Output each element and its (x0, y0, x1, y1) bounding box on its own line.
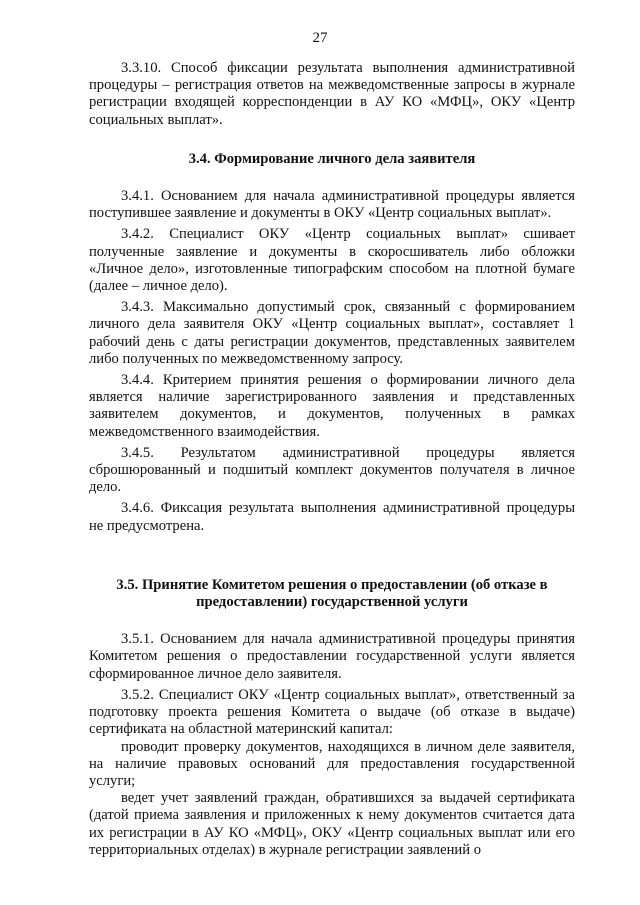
paragraph-3-5-2: 3.5.2. Специалист ОКУ «Центр социальных выплат», ответственный за подготовку проекта решения Комитета о выдаче (об отказе в выдаче) сертификата на областной материнский капитал: (89, 686, 575, 738)
section-heading-3-4: 3.4. Формирование личного дела заявителя (188, 150, 476, 167)
section-heading-3-5-line1: 3.5. Принятие Комитетом решения о предоставлении (об отказе в (116, 576, 548, 593)
paragraph-3-4-6: 3.4.6. Фиксация результата выполнения административной процедуры не предусмотрена. (89, 500, 575, 534)
paragraph-3-4-2: 3.4.2. Специалист ОКУ «Центр социальных выплат» сшивает полученные заявление и документы в скоросшиватель либо обложки «Личное дело», изготовленные типографским способом на плотной бумаге (далее – личное дело). (89, 226, 575, 295)
paragraph-3-5-2-item-register: ведет учет заявлений граждан, обратившихся за выдачей сертификата (датой приема заявления и приложенных к нему документов считается дата их регистрации в АУ КО «МФЦ», ОКУ «Центр социальных выплат или его территориальных отделах) в журнале регистрации заявлений о (89, 790, 575, 858)
section-heading-3-5-line2: предоставлении) государственной услуги (196, 594, 468, 611)
paragraph-3-4-3: 3.4.3. Максимально допустимый срок, связанный с формированием личного дела заявителя ОКУ «Центр социальных выплат», составляет 1 рабочий день с даты регистрации документов, представленных заявителем либо полученных по межведомственному запросу. (89, 299, 575, 367)
paragraph-3-4-5: 3.4.5. Результатом административной процедуры является сброшюрованный и подшитый комплект документов получателя в личное дело. (89, 444, 575, 496)
paragraph-3-5-2-item-check: проводит проверку документов, находящихся в личном деле заявителя, на наличие правовых оснований для предоставления государственной услуги; (89, 738, 575, 789)
paragraph-3-3-10: 3.3.10. Способ фиксации результата выполнения административной процедуры – регистрация ответов на межведомственные запросы в журнале регистрации входящей корреспонденции в АУ КО «МФЦ», ОКУ «Центр социальных выплат». (89, 60, 575, 128)
paragraph-3-4-4: 3.4.4. Критерием принятия решения о формировании личного дела является наличие зарегистрированного заявления и представленных заявителем документов, и документов, полученных в рамках межведомственного взаимодействия. (89, 372, 575, 440)
section-heading-3-5 (89, 577, 575, 611)
page-number: 27 (312, 30, 328, 46)
document-body (89, 60, 575, 859)
paragraph-3-5-1: 3.5.1. Основанием для начала административной процедуры принятия Комитетом решения о предоставлении государственной услуги является сформированное личное дело заявителя. (89, 631, 575, 682)
paragraph-3-4-1: 3.4.1. Основанием для начала административной процедуры является поступившее заявление и документы в ОКУ «Центр социальных выплат». (89, 188, 575, 222)
